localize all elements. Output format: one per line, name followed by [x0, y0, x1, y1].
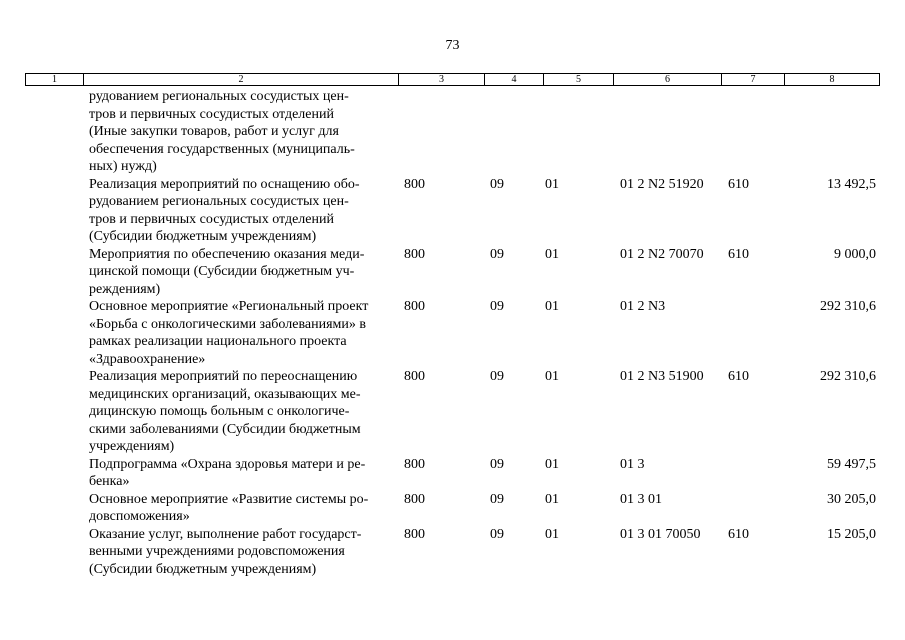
- amount: 15 205,0: [827, 526, 876, 542]
- column-header-4: 4: [485, 74, 544, 85]
- section-code: 09: [490, 491, 504, 507]
- description-line: «Здравоохранение»: [89, 351, 206, 367]
- amount: 292 310,6: [820, 299, 876, 314]
- description-line: (Субсидии бюджетным учреждениям): [89, 561, 317, 577]
- column-header-6: 6: [614, 74, 722, 85]
- description-line: Реализация мероприятий по оснащению обо-: [89, 176, 360, 192]
- column-header-2: 2: [84, 74, 399, 85]
- description-line: тров и первичных сосудистых отделений: [89, 211, 334, 227]
- department-code: 800: [404, 176, 425, 192]
- department-code: 800: [404, 299, 425, 314]
- target-article-code: 01 3: [620, 456, 645, 472]
- column-header-5: 5: [544, 74, 614, 85]
- description-line: обеспечения государственных (муниципаль-: [89, 141, 355, 157]
- section-code: 09: [490, 526, 504, 542]
- description-line: медицинских организаций, оказывающих ме-: [89, 386, 361, 402]
- description-line: «Борьба с онкологическими заболеваниями» в: [89, 316, 366, 332]
- description-line: Основное мероприятие «Развитие системы ро-: [89, 491, 369, 507]
- description-line: рудованием региональных сосудистых цен-: [89, 89, 349, 104]
- target-article-code: 01 2 N3: [620, 299, 666, 314]
- amount: 59 497,5: [827, 456, 876, 472]
- department-code: 800: [404, 246, 425, 262]
- description-line: скими заболеваниями (Субсидии бюджетным: [89, 421, 361, 437]
- expense-type-code: 610: [728, 176, 749, 192]
- row-description: [89, 176, 394, 246]
- section-code: 09: [490, 369, 504, 384]
- description-line: (Иные закупки товаров, работ и услуг для: [89, 124, 339, 139]
- description-line: Мероприятия по обеспечению оказания меди-: [89, 246, 365, 262]
- description-line: рудованием региональных сосудистых цен-: [89, 194, 349, 209]
- description-line: тров и первичных сосудистых отделений: [89, 106, 334, 122]
- page-number: 73: [445, 38, 460, 53]
- row-description: [89, 88, 394, 176]
- subsection-code: 01: [545, 491, 559, 507]
- section-code: 09: [490, 176, 504, 192]
- amount: 30 205,0: [827, 491, 876, 507]
- section-code: 09: [490, 246, 504, 262]
- amount: 292 310,6: [820, 369, 876, 384]
- description-line: (Субсидии бюджетным учреждениям): [89, 229, 317, 244]
- table-header-row: [25, 73, 880, 86]
- subsection-code: 01: [545, 176, 559, 192]
- amount: 9 000,0: [834, 246, 876, 262]
- description-line: реждениям): [89, 281, 161, 297]
- description-line: Подпрограмма «Охрана здоровья матери и ре-: [89, 456, 366, 472]
- description-line: венными учреждениями родовспоможения: [89, 544, 345, 559]
- row-description: [89, 246, 394, 299]
- expense-type-code: 610: [728, 246, 749, 262]
- expense-type-code: 610: [728, 526, 749, 542]
- row-description: [89, 526, 394, 579]
- column-header-8: 8: [829, 74, 835, 85]
- department-code: 800: [404, 369, 425, 384]
- subsection-code: 01: [545, 369, 559, 384]
- description-line: рамках реализации национального проекта: [89, 334, 347, 349]
- target-article-code: 01 3 01: [620, 491, 662, 507]
- row-description: [89, 491, 394, 526]
- description-line: цинской помощи (Субсидии бюджетным уч-: [89, 264, 355, 279]
- column-header-7: 7: [722, 74, 785, 85]
- section-code: 09: [490, 299, 504, 314]
- department-code: 800: [404, 456, 425, 472]
- description-line: бенка»: [89, 474, 130, 489]
- description-line: Основное мероприятие «Региональный проект: [89, 299, 369, 314]
- column-header-1: 1: [26, 74, 84, 85]
- column-header-3: 3: [399, 74, 485, 85]
- subsection-code: 01: [545, 456, 559, 472]
- description-line: Реализация мероприятий по переоснащению: [89, 369, 358, 384]
- row-description: [89, 456, 394, 491]
- department-code: 800: [404, 526, 425, 542]
- section-code: 09: [490, 456, 504, 472]
- description-line: дицинскую помощь больным с онкологиче-: [89, 404, 350, 419]
- target-article-code: 01 3 01 70050: [620, 526, 701, 542]
- target-article-code: 01 2 N3 51900: [620, 369, 704, 384]
- description-line: учреждениям): [89, 439, 175, 454]
- department-code: 800: [404, 491, 425, 507]
- target-article-code: 01 2 N2 70070: [620, 246, 704, 262]
- amount: 13 492,5: [827, 176, 876, 192]
- row-description: [89, 298, 394, 368]
- row-description: [89, 368, 394, 456]
- description-line: Оказание услуг, выполнение работ государст-: [89, 526, 362, 542]
- subsection-code: 01: [545, 246, 559, 262]
- subsection-code: 01: [545, 299, 559, 314]
- description-line: довспоможения»: [89, 509, 190, 524]
- target-article-code: 01 2 N2 51920: [620, 176, 704, 192]
- description-line: ных) нужд): [89, 159, 157, 174]
- subsection-code: 01: [545, 526, 559, 542]
- expense-type-code: 610: [728, 369, 749, 384]
